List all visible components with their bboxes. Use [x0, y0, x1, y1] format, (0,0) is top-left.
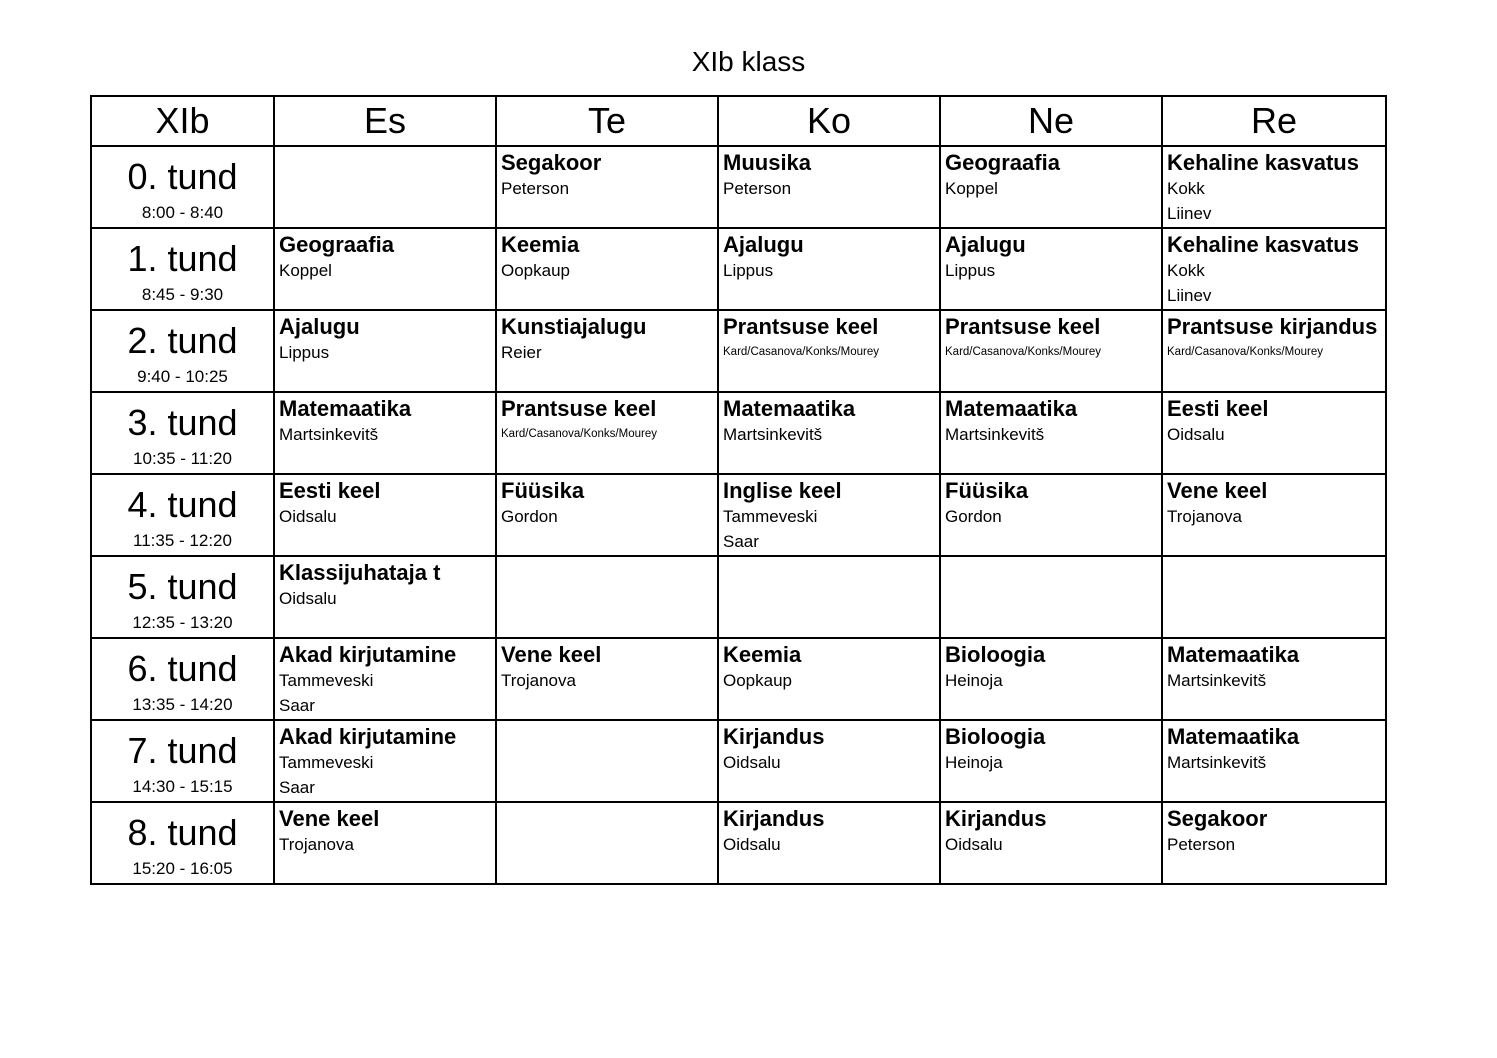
- period-cell: [91, 392, 274, 474]
- subject-name: Muusika: [723, 150, 812, 175]
- lesson-cell: [940, 556, 1162, 638]
- teacher-name: Oidsalu: [279, 507, 337, 526]
- table-row: [91, 638, 1386, 720]
- period-name: 6. tund: [127, 648, 238, 689]
- period-time: 12:35 - 13:20: [132, 613, 233, 632]
- lesson-cell: [940, 146, 1162, 228]
- lesson-cell: [274, 720, 496, 802]
- teacher-name: Martsinkevitš: [279, 425, 379, 444]
- table-row: [91, 556, 1386, 638]
- subject-name: Füüsika: [945, 478, 1029, 503]
- subject-name: Geograafia: [945, 150, 1060, 175]
- subject-name: Segakoor: [501, 150, 602, 175]
- teacher-name: Kard/Casanova/Konks/Mourey: [723, 346, 879, 358]
- teacher-name: Martsinkevitš: [1167, 671, 1267, 690]
- timetable-body: [91, 146, 1386, 884]
- period-cell: [91, 310, 274, 392]
- teacher-name: Kard/Casanova/Konks/Mourey: [945, 346, 1101, 358]
- table-row: [91, 228, 1386, 310]
- lesson-cell: [718, 474, 940, 556]
- lesson-cell: [940, 228, 1162, 310]
- teacher-name: Martsinkevitš: [945, 425, 1045, 444]
- table-row: [91, 802, 1386, 884]
- lesson-cell: [718, 146, 940, 228]
- lesson-cell: [1162, 392, 1386, 474]
- lesson-cell: [940, 802, 1162, 884]
- teacher-name: Gordon: [501, 507, 558, 526]
- period-time: 9:40 - 10:25: [137, 367, 228, 386]
- period-time: 13:35 - 14:20: [132, 695, 233, 714]
- teacher-name: Lippus: [723, 261, 774, 280]
- teacher-name: Oidsalu: [945, 835, 1003, 854]
- lesson-cell: [496, 392, 718, 474]
- teacher-name: Trojanova: [1167, 507, 1242, 526]
- subject-name: Eesti keel: [279, 478, 381, 503]
- subject-name: Segakoor: [1167, 806, 1268, 831]
- lesson-cell: [940, 310, 1162, 392]
- timetable: [90, 95, 1387, 885]
- teacher-name: Tammeveski: [279, 753, 374, 772]
- teacher-name: Tammeveski: [279, 671, 374, 690]
- teacher-name: Peterson: [501, 179, 570, 198]
- lesson-cell: [940, 638, 1162, 720]
- teacher-name: Kokk: [1167, 179, 1205, 198]
- lesson-cell: [1162, 146, 1386, 228]
- period-cell: [91, 146, 274, 228]
- subject-name: Kunstiajalugu: [501, 314, 647, 339]
- period-cell: [91, 228, 274, 310]
- period-time: 11:35 - 12:20: [133, 531, 232, 550]
- teacher-name: Oidsalu: [1167, 425, 1225, 444]
- lesson-cell: [718, 638, 940, 720]
- lesson-cell: [274, 310, 496, 392]
- subject-name: Kehaline kasvatus: [1167, 232, 1359, 257]
- period-name: 5. tund: [127, 566, 238, 607]
- lesson-cell: [718, 392, 940, 474]
- teacher-name: Liinev: [1167, 286, 1212, 305]
- subject-name: Akad kirjutamine: [279, 642, 457, 667]
- period-cell: [91, 720, 274, 802]
- lesson-cell: [718, 720, 940, 802]
- subject-name: Matemaatika: [1167, 642, 1300, 667]
- subject-name: Füüsika: [501, 478, 585, 503]
- period-name: 4. tund: [127, 484, 238, 525]
- subject-name: Vene keel: [1167, 478, 1268, 503]
- subject-name: Bioloogia: [945, 642, 1046, 667]
- day-header: Te: [496, 96, 718, 146]
- day-header: Ko: [718, 96, 940, 146]
- teacher-name: Heinoja: [945, 671, 1003, 690]
- subject-name: Akad kirjutamine: [279, 724, 457, 749]
- subject-name: Matemaatika: [1167, 724, 1300, 749]
- teacher-name: Lippus: [279, 343, 330, 362]
- lesson-cell: [274, 474, 496, 556]
- subject-name: Prantsuse keel: [501, 396, 657, 421]
- lesson-cell: [1162, 474, 1386, 556]
- lesson-cell: [274, 228, 496, 310]
- teacher-name: Peterson: [723, 179, 792, 198]
- period-time: 8:00 - 8:40: [141, 203, 224, 222]
- period-name: 1. tund: [127, 238, 238, 279]
- teacher-name: Oidsalu: [723, 835, 781, 854]
- lesson-cell: [718, 310, 940, 392]
- lesson-cell: [718, 802, 940, 884]
- subject-name: Prantsuse kirjandus: [1167, 314, 1378, 339]
- table-row: [91, 146, 1386, 228]
- subject-name: Klassijuhataja t: [279, 560, 441, 585]
- teacher-name: Kokk: [1167, 261, 1205, 280]
- teacher-name: Oopkaup: [723, 671, 792, 690]
- subject-name: Vene keel: [501, 642, 602, 667]
- subject-name: Inglise keel: [723, 478, 842, 503]
- subject-name: Prantsuse keel: [945, 314, 1101, 339]
- subject-name: Matemaatika: [279, 396, 412, 421]
- teacher-name: Kard/Casanova/Konks/Mourey: [1167, 346, 1323, 358]
- lesson-cell: [496, 228, 718, 310]
- period-name: 7. tund: [127, 730, 238, 771]
- teacher-name: Kard/Casanova/Konks/Mourey: [501, 428, 657, 440]
- lesson-cell: [496, 474, 718, 556]
- period-cell: [91, 638, 274, 720]
- subject-name: Kirjandus: [723, 724, 825, 749]
- teacher-name: Saar: [279, 696, 315, 715]
- lesson-cell: [940, 474, 1162, 556]
- lesson-cell: [274, 146, 496, 228]
- teacher-name: Liinev: [1167, 204, 1212, 223]
- period-time: 14:30 - 15:15: [132, 777, 233, 796]
- teacher-name: Reier: [501, 343, 542, 362]
- table-row: [91, 310, 1386, 392]
- lesson-cell: [496, 310, 718, 392]
- table-row: [91, 392, 1386, 474]
- subject-name: Kirjandus: [723, 806, 825, 831]
- lesson-cell: [940, 392, 1162, 474]
- lesson-cell: [1162, 802, 1386, 884]
- lesson-cell: [496, 556, 718, 638]
- subject-name: Keemia: [501, 232, 580, 257]
- subject-name: Matemaatika: [723, 396, 856, 421]
- lesson-cell: [1162, 228, 1386, 310]
- lesson-cell: [940, 720, 1162, 802]
- lesson-cell: [496, 146, 718, 228]
- lesson-cell: [496, 720, 718, 802]
- lesson-cell: [274, 392, 496, 474]
- teacher-name: Martsinkevitš: [723, 425, 823, 444]
- teacher-name: Tammeveski: [723, 507, 818, 526]
- teacher-name: Trojanova: [279, 835, 354, 854]
- lesson-cell: [718, 556, 940, 638]
- subject-name: Ajalugu: [945, 232, 1026, 257]
- lesson-cell: [274, 802, 496, 884]
- subject-name: Ajalugu: [279, 314, 360, 339]
- subject-name: Kehaline kasvatus: [1167, 150, 1359, 175]
- teacher-name: Oidsalu: [279, 589, 337, 608]
- subject-name: Kirjandus: [945, 806, 1047, 831]
- corner-header: XIb: [91, 96, 274, 146]
- period-time: 8:45 - 9:30: [141, 285, 224, 304]
- subject-name: Matemaatika: [945, 396, 1078, 421]
- teacher-name: Koppel: [945, 179, 998, 198]
- period-name: 0. tund: [127, 156, 238, 197]
- lesson-cell: [1162, 638, 1386, 720]
- table-row: [91, 720, 1386, 802]
- period-name: 3. tund: [127, 402, 238, 443]
- subject-name: Ajalugu: [723, 232, 804, 257]
- teacher-name: Lippus: [945, 261, 996, 280]
- header-row: [91, 96, 1386, 146]
- day-header: Re: [1162, 96, 1386, 146]
- teacher-name: Saar: [723, 532, 759, 551]
- teacher-name: Trojanova: [501, 671, 576, 690]
- subject-name: Bioloogia: [945, 724, 1046, 749]
- lesson-cell: [718, 228, 940, 310]
- teacher-name: Oidsalu: [723, 753, 781, 772]
- subject-name: Eesti keel: [1167, 396, 1269, 421]
- period-cell: [91, 556, 274, 638]
- teacher-name: Gordon: [945, 507, 1002, 526]
- day-header: Es: [274, 96, 496, 146]
- period-cell: [91, 474, 274, 556]
- period-name: 8. tund: [127, 812, 238, 853]
- teacher-name: Oopkaup: [501, 261, 570, 280]
- period-name: 2. tund: [127, 320, 238, 361]
- teacher-name: Koppel: [279, 261, 332, 280]
- lesson-cell: [274, 638, 496, 720]
- lesson-cell: [1162, 310, 1386, 392]
- day-header: Ne: [940, 96, 1162, 146]
- lesson-cell: [496, 802, 718, 884]
- period-cell: [91, 802, 274, 884]
- lesson-cell: [274, 556, 496, 638]
- lesson-cell: [1162, 720, 1386, 802]
- subject-name: Geograafia: [279, 232, 394, 257]
- table-row: [91, 474, 1386, 556]
- subject-name: Prantsuse keel: [723, 314, 879, 339]
- teacher-name: Martsinkevitš: [1167, 753, 1267, 772]
- teacher-name: Peterson: [1167, 835, 1236, 854]
- subject-name: Vene keel: [279, 806, 380, 831]
- lesson-cell: [496, 638, 718, 720]
- subject-name: Keemia: [723, 642, 802, 667]
- page-title: XIb klass: [691, 46, 806, 77]
- lesson-cell: [1162, 556, 1386, 638]
- period-time: 10:35 - 11:20: [133, 449, 232, 468]
- teacher-name: Heinoja: [945, 753, 1003, 772]
- teacher-name: Saar: [279, 778, 315, 797]
- period-time: 15:20 - 16:05: [132, 859, 233, 878]
